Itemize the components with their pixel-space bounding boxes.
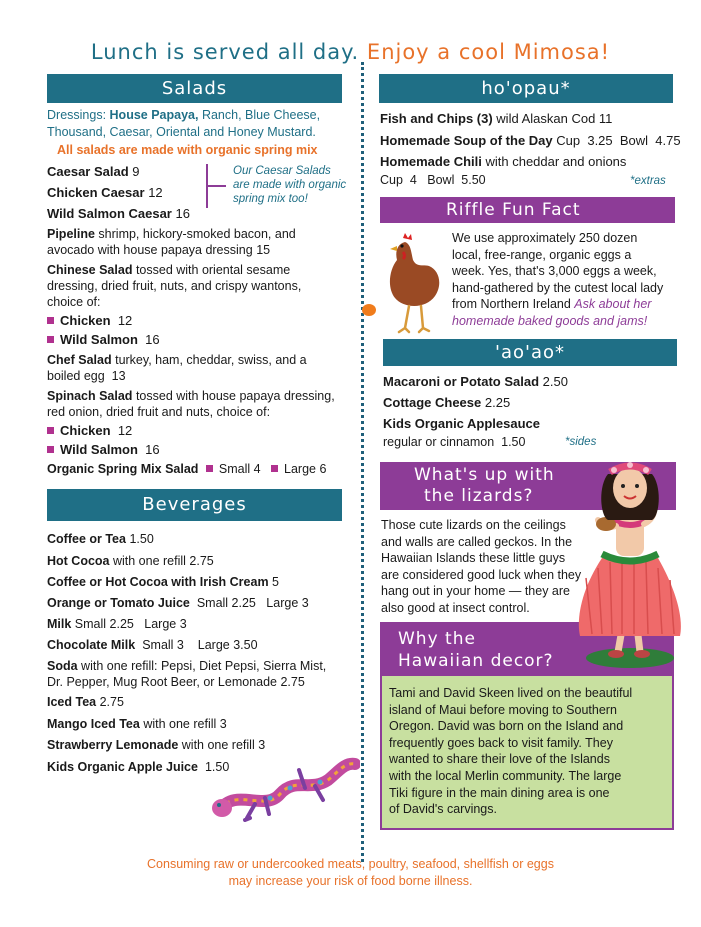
chef-desc2: boiled egg	[47, 369, 105, 383]
chili-line-2: Cup 4 Bowl 5.50	[380, 173, 486, 187]
salmon-caesar-price: 16	[175, 206, 190, 221]
bullet-icon	[47, 336, 54, 343]
aoao-name: Cottage Cheese	[383, 395, 482, 410]
aoao-name: Macaroni or Potato Salad	[383, 374, 540, 389]
lizards-title-2: the lizards?	[424, 486, 534, 506]
caesar-salad-name: Caesar Salad	[47, 164, 129, 179]
spring-mix-line	[47, 462, 326, 477]
beverage-price: 1.50	[204, 760, 230, 774]
chef-line-1	[47, 353, 307, 368]
fun-fact-line: local, free-range, organic eggs a	[452, 247, 632, 262]
chef-desc1: turkey, ham, cheddar, swiss, and a	[115, 353, 307, 367]
dressings-line-2: Thousand, Caesar, Oriental and Honey Mustard.	[47, 125, 316, 139]
aoao-name: Kids Organic Applesauce	[383, 416, 541, 431]
beverage-price: 2.75	[99, 695, 124, 709]
soup-bowl: Bowl 4.75	[619, 133, 681, 148]
pipeline-desc1: shrimp, hickory-smoked bacon, and	[98, 227, 296, 241]
spring-small: Small 4	[218, 462, 261, 476]
applesauce-line: regular or cinnamon 1.50	[383, 435, 526, 449]
pipeline-line-1	[47, 227, 296, 242]
fun-fact-line	[452, 296, 663, 313]
beverage-price: 2.75	[189, 554, 214, 568]
decor-line: of David's carvings.	[389, 802, 497, 817]
chicken-caesar-price: 12	[148, 185, 163, 200]
soup-cup: Cup 3.25	[556, 133, 613, 148]
beverage-desc: with one refill	[181, 738, 255, 752]
chinese-option-chicken	[47, 313, 132, 328]
soda-price: 2.75	[280, 675, 305, 689]
beverage-name: Kids Organic Apple Juice	[47, 760, 198, 774]
fun-fact-ital2: homemade baked goods and jams!	[452, 313, 648, 328]
chef-name: Chef Salad	[47, 353, 112, 367]
column-divider	[361, 62, 364, 862]
beverage-item	[47, 617, 187, 632]
chinese-option-salmon	[47, 332, 160, 347]
option-name: Chicken	[60, 423, 111, 438]
chinese-desc1: tossed with oriental sesame	[135, 263, 291, 277]
footer-warning	[0, 856, 701, 890]
aoao-title: 'ao'ao*	[495, 342, 565, 363]
decor-line: Oregon. David was born on the Island and	[389, 719, 624, 734]
beverage-name: Strawberry Lemonade	[47, 738, 179, 752]
beverage-name: Hot Cocoa	[47, 554, 110, 568]
chicken-caesar-name: Chicken Caesar	[47, 185, 145, 200]
fish-price: 11	[598, 111, 613, 126]
salad-item	[47, 164, 140, 179]
beverage-price: 1.50	[129, 532, 154, 546]
fun-fact-line: hand-gathered by the cutest local lady	[452, 280, 664, 295]
beverage-name: Iced Tea	[47, 695, 97, 709]
beverage-price: Small 2.25 Large 3	[196, 596, 309, 610]
spinach-option-salmon	[47, 442, 160, 457]
spinach-line-2: red onion, dried fruit and nuts, choice of:	[47, 405, 271, 419]
decor-line: Tiki figure in the main dining area is one	[389, 785, 610, 800]
lizards-line: Hawaiian Islands these little guys	[381, 551, 566, 566]
fun-fact-line: week. Yes, that's 3,000 eggs a week,	[452, 264, 657, 279]
soda-desc1: with one refill: Pepsi, Diet Pepsi, Sierra Mist,	[81, 659, 327, 673]
fish-name: Fish and Chips (3)	[380, 111, 493, 126]
decor-text	[389, 685, 632, 818]
sides-note: *sides	[565, 436, 597, 448]
beverage-name: Coffee or Tea	[47, 532, 126, 546]
footer-line-2: may increase your risk of food borne illness.	[228, 874, 473, 888]
spinach-desc1: tossed with house papaya dressing,	[135, 389, 335, 403]
dressings-line-1	[47, 108, 320, 123]
chef-price: 13	[111, 369, 126, 383]
spring-large: Large 6	[284, 462, 327, 476]
beverage-item	[47, 717, 227, 732]
fun-fact-line: We use approximately 250 dozen	[452, 231, 638, 245]
aoao-item	[383, 416, 540, 431]
soda-desc2: Dr. Pepper, Mug Root Beer, or Lemonade	[47, 675, 277, 689]
bullet-icon	[47, 427, 54, 434]
salads-banner	[47, 74, 342, 103]
beverage-name: Coffee or Hot Cocoa with Irish Cream	[47, 575, 269, 589]
lizards-line: and walls are called geckos. In the	[381, 534, 573, 549]
option-price: 12	[117, 423, 133, 438]
option-name: Wild Salmon	[60, 442, 138, 457]
dressings-rest1: Ranch, Blue Cheese,	[201, 108, 321, 122]
gecko-icon	[210, 752, 360, 822]
fun-fact-plain: from Northern Ireland	[452, 297, 571, 312]
spinach-option-chicken	[47, 423, 132, 438]
option-name: Chicken	[60, 313, 111, 328]
fun-fact-text	[452, 230, 663, 330]
beverage-price: 3	[219, 717, 227, 731]
beverage-desc: with one refill	[143, 717, 217, 731]
lizards-line: Those cute lizards on the ceilings	[381, 518, 566, 532]
lizards-title-1: What's up with	[414, 465, 555, 485]
lizards-text	[381, 517, 581, 617]
bullet-icon	[206, 465, 213, 472]
lizards-line: are considered good luck when they	[381, 567, 582, 582]
lizards-line: hang out in your home — they are	[381, 584, 571, 599]
chinese-line-1	[47, 263, 290, 278]
decor-line: Tami and David Skeen lived on the beautiful	[389, 686, 633, 700]
pipeline-desc2: avocado with house papaya dressing	[47, 243, 253, 257]
spring-name: Organic Spring Mix Salad	[47, 462, 199, 476]
caesar-note-line: Our Caesar Salads	[233, 165, 331, 177]
beverage-name: Chocolate Milk	[47, 638, 136, 652]
chili-name: Homemade Chili	[380, 154, 482, 169]
soup-line	[380, 133, 681, 148]
bullet-icon	[271, 465, 278, 472]
egg-icon	[362, 304, 376, 316]
beverage-item	[47, 760, 229, 775]
beverage-item	[47, 638, 258, 653]
pipeline-line-2	[47, 243, 270, 258]
hen-icon	[383, 230, 445, 335]
hula-doll-icon	[572, 458, 690, 673]
beverage-name: Milk	[47, 617, 72, 631]
beverage-price: Small 3 Large 3.50	[142, 638, 258, 652]
beverage-item	[47, 695, 124, 710]
fish-line	[380, 111, 612, 126]
header-part1: Lunch is served all day.	[90, 40, 360, 64]
lizards-line: also good at insect control.	[381, 600, 530, 615]
beverages-title: Beverages	[142, 494, 247, 515]
decor-title-1: Why the	[398, 629, 476, 649]
beverage-price: 3	[258, 738, 266, 752]
caesar-bracket-tick	[206, 185, 226, 187]
soda-name: Soda	[47, 659, 78, 673]
bullet-icon	[47, 317, 54, 324]
option-price: 12	[117, 313, 133, 328]
beverage-item	[47, 738, 265, 753]
chef-line-2	[47, 369, 126, 384]
page-header	[0, 40, 701, 64]
fun-fact-banner	[380, 197, 675, 223]
beverage-item	[47, 596, 309, 611]
spinach-name: Spinach Salad	[47, 389, 133, 403]
hoopau-title: ho'opau*	[481, 78, 571, 99]
fun-fact-title: Riffle Fun Fact	[446, 200, 581, 220]
chinese-line-2: dressing, dried fruit, nuts, and crispy wantons,	[47, 279, 302, 293]
beverages-banner	[47, 489, 342, 521]
extras-note: *extras	[630, 175, 666, 187]
option-name: Wild Salmon	[60, 332, 138, 347]
aoao-price: 2.50	[542, 374, 568, 389]
header-part2: Enjoy a cool Mimosa!	[366, 40, 611, 64]
pipeline-name: Pipeline	[47, 227, 95, 241]
soup-name: Homemade Soup of the Day	[380, 133, 553, 148]
footer-line-1: Consuming raw or undercooked meats, poultry, seafood, shellfish or eggs	[147, 857, 554, 871]
beverage-name: Mango Iced Tea	[47, 717, 140, 731]
salad-item	[47, 206, 190, 221]
beverage-item	[47, 575, 279, 590]
soda-line-1	[47, 659, 326, 674]
caesar-note	[233, 164, 346, 206]
hoopau-banner	[379, 74, 673, 103]
bullet-icon	[47, 446, 54, 453]
aoao-price: 2.25	[484, 395, 511, 410]
fish-desc: wild Alaskan Cod	[496, 111, 596, 126]
chinese-name: Chinese Salad	[47, 263, 133, 277]
beverage-item	[47, 554, 214, 569]
dressings-label: Dressings:	[47, 108, 107, 122]
organic-note: All salads are made with organic spring mix	[57, 143, 318, 157]
caesar-note-line: spring mix too!	[233, 193, 308, 205]
spinach-line-1	[47, 389, 335, 404]
option-price: 16	[145, 332, 160, 347]
beverage-name: Orange or Tomato Juice	[47, 596, 190, 610]
beverage-desc: with one refill	[112, 554, 186, 568]
chinese-line-3: choice of:	[47, 295, 101, 309]
fun-fact-ital: Ask about her	[574, 297, 652, 312]
chili-line	[380, 154, 626, 169]
salad-item	[47, 185, 163, 200]
decor-title-2: Hawaiian decor?	[398, 651, 554, 671]
decor-line: with the local Merlin community. The large	[389, 768, 622, 783]
beverage-price: 5	[272, 575, 279, 589]
dressings-bold: House Papaya,	[109, 108, 199, 122]
decor-line: frequently goes back to visit family. They	[389, 735, 613, 750]
decor-line: wanted to share their love of the Islands	[389, 752, 610, 767]
option-price: 16	[145, 442, 160, 457]
beverage-price: Small 2.25 Large 3	[74, 617, 187, 631]
aoao-item	[383, 395, 510, 410]
caesar-salad-price: 9	[132, 164, 140, 179]
aoao-item	[383, 374, 568, 389]
salads-title: Salads	[161, 78, 228, 99]
soda-line-2	[47, 675, 305, 690]
aoao-banner	[383, 339, 677, 366]
beverage-item	[47, 532, 154, 547]
pipeline-price: 15	[256, 243, 271, 257]
salmon-caesar-name: Wild Salmon Caesar	[47, 206, 172, 221]
chili-desc: with cheddar and onions	[485, 154, 627, 169]
caesar-note-line: are made with organic	[233, 179, 347, 191]
decor-line: island of Maui before moving to Southern	[389, 702, 617, 717]
